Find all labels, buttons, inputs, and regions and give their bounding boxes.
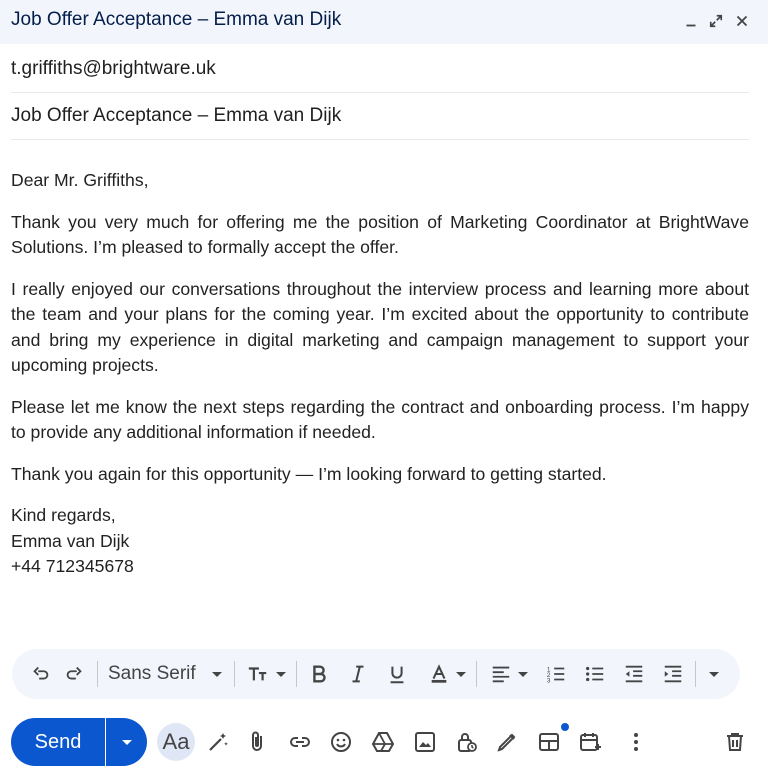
layouts-icon[interactable] — [535, 728, 563, 756]
font-family-select[interactable] — [108, 662, 222, 686]
chevron-down-icon — [212, 672, 222, 677]
chevron-down-icon — [122, 740, 132, 745]
insert-photo-icon[interactable] — [411, 728, 439, 756]
indent-more-icon[interactable] — [662, 662, 684, 686]
formatting-toolbar — [12, 649, 740, 699]
divider — [296, 661, 297, 687]
bold-icon[interactable] — [308, 662, 330, 686]
undo-icon[interactable] — [30, 662, 52, 686]
redo-icon[interactable] — [63, 662, 85, 686]
window-title: Job Offer Acceptance – Emma van Dijk — [11, 9, 342, 30]
more-formatting-icon[interactable] — [704, 662, 724, 686]
link-icon[interactable] — [286, 728, 314, 756]
body-paragraph: Please let me know the next steps regarding the contract and onboarding process. I’m happy to provide any additional information if needed. — [11, 396, 749, 442]
message-body[interactable] — [11, 168, 749, 580]
divider — [234, 661, 235, 687]
expand-icon[interactable] — [705, 10, 727, 32]
align-icon[interactable] — [488, 662, 530, 686]
indent-less-icon[interactable] — [623, 662, 645, 686]
send-options-button[interactable] — [106, 718, 147, 766]
body-paragraph: Thank you again for this opportunity — I’m looking forward to getting started. — [11, 463, 607, 484]
compose-header — [0, 0, 768, 44]
signature — [11, 503, 749, 580]
signature-line: +44 712345678 — [11, 556, 134, 576]
signature-line: Kind regards, — [11, 505, 116, 525]
divider — [695, 661, 696, 687]
attach-icon[interactable] — [243, 728, 271, 756]
body-paragraph: I really enjoyed our conversations throughout the interview process and learning more about the team and your plans for the coming year. I’m excited about the opportunity to contribute and bring my experience in digital marketing and campaign management to support your upcoming projects. — [11, 278, 749, 375]
greeting: Dear Mr. Griffiths, — [11, 170, 149, 190]
chevron-down-icon — [456, 672, 466, 677]
signature-line: Emma van Dijk — [11, 530, 130, 551]
chevron-down-icon — [276, 672, 286, 677]
drive-icon[interactable] — [369, 728, 397, 756]
signature-icon[interactable] — [493, 728, 521, 756]
close-icon[interactable] — [731, 10, 753, 32]
numbered-list-icon[interactable] — [545, 662, 567, 686]
svg-text:1: 1 — [546, 666, 551, 674]
send-button[interactable]: Send — [11, 718, 105, 766]
emoji-icon[interactable] — [327, 728, 355, 756]
chevron-down-icon — [709, 672, 719, 677]
formatting-options-button[interactable]: Aa — [157, 723, 195, 761]
chevron-down-icon — [518, 672, 528, 677]
divider — [476, 661, 477, 687]
magic-wand-icon[interactable] — [204, 728, 232, 756]
body-paragraph: Thank you very much for offering me the position of Marketing Coordinator at BrightWave Solutions. I’m pleased to formally accept the offer. — [11, 211, 749, 257]
minimize-icon[interactable] — [680, 10, 702, 32]
text-color-icon[interactable] — [426, 662, 468, 686]
italic-icon[interactable] — [347, 662, 369, 686]
font-size-icon[interactable] — [244, 662, 288, 686]
subject-field[interactable] — [11, 93, 749, 140]
underline-icon[interactable] — [386, 662, 408, 686]
divider — [97, 661, 98, 687]
schedule-icon[interactable] — [576, 728, 604, 756]
font-family-label: Sans Serif — [108, 663, 196, 684]
notification-dot — [561, 723, 569, 731]
recipient-chip[interactable]: t.griffiths@brightware.uk — [11, 58, 216, 79]
svg-text:3: 3 — [546, 677, 551, 685]
discard-draft-icon[interactable] — [721, 728, 749, 756]
more-options-icon[interactable] — [622, 728, 650, 756]
subject-input[interactable]: Job Offer Acceptance – Emma van Dijk — [11, 105, 342, 126]
to-field[interactable] — [11, 46, 749, 93]
svg-text:2: 2 — [546, 671, 551, 679]
confidential-mode-icon[interactable] — [452, 728, 480, 756]
bulleted-list-icon[interactable] — [584, 662, 606, 686]
